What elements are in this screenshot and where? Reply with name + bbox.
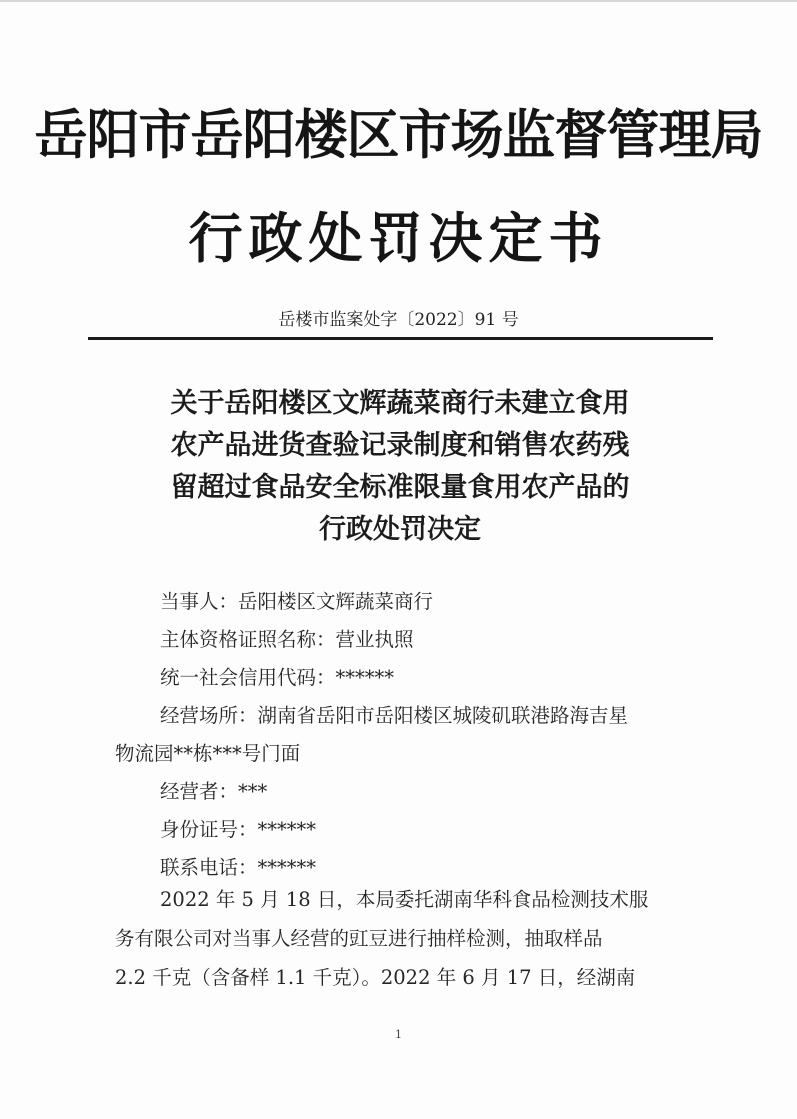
case-title-line: 行政处罚决定 xyxy=(319,514,481,545)
paragraph-line: 务有限公司对当事人经营的豇豆进行抽样检测，抽取样品 xyxy=(115,927,603,950)
header-divider xyxy=(88,337,713,340)
document-number: 岳楼市监案处字〔2022〕91 号 xyxy=(278,310,519,330)
credit-code: 统一社会信用代码：****** xyxy=(160,666,395,689)
paragraph-line: 2.2 千克（含备样 1.1 千克）。2022 年 6 月 17 日，经湖南 xyxy=(115,966,636,989)
phone-number: 联系电话：****** xyxy=(160,856,317,879)
operator: 经营者：*** xyxy=(160,780,268,803)
license-type: 主体资格证照名称：营业执照 xyxy=(160,628,414,651)
party-name: 当事人：岳阳楼区文辉蔬菜商行 xyxy=(160,590,434,613)
page-number: 1 xyxy=(395,1028,402,1041)
case-title-line: 留超过食品安全标准限量食用农产品的 xyxy=(170,472,630,503)
business-address-continued: 物流园**栋***号门面 xyxy=(115,742,301,765)
id-number: 身份证号：****** xyxy=(160,818,317,841)
case-title-line: 农产品进货查验记录制度和销售农药残 xyxy=(170,430,630,461)
issuing-authority-title: 岳阳市岳阳楼区市场监督管理局 xyxy=(34,105,763,166)
case-title-line: 关于岳阳楼区文辉蔬菜商行未建立食用 xyxy=(170,388,630,419)
document-type-title: 行政处罚决定书 xyxy=(188,207,609,270)
case-title xyxy=(100,383,700,551)
business-address: 经营场所：湖南省岳阳市岳阳楼区城陵矶联港路海吉星 xyxy=(160,704,629,727)
scan-edge xyxy=(0,0,797,2)
paragraph-line: 2022 年 5 月 18 日，本局委托湖南华科食品检测技术服 xyxy=(160,888,649,911)
